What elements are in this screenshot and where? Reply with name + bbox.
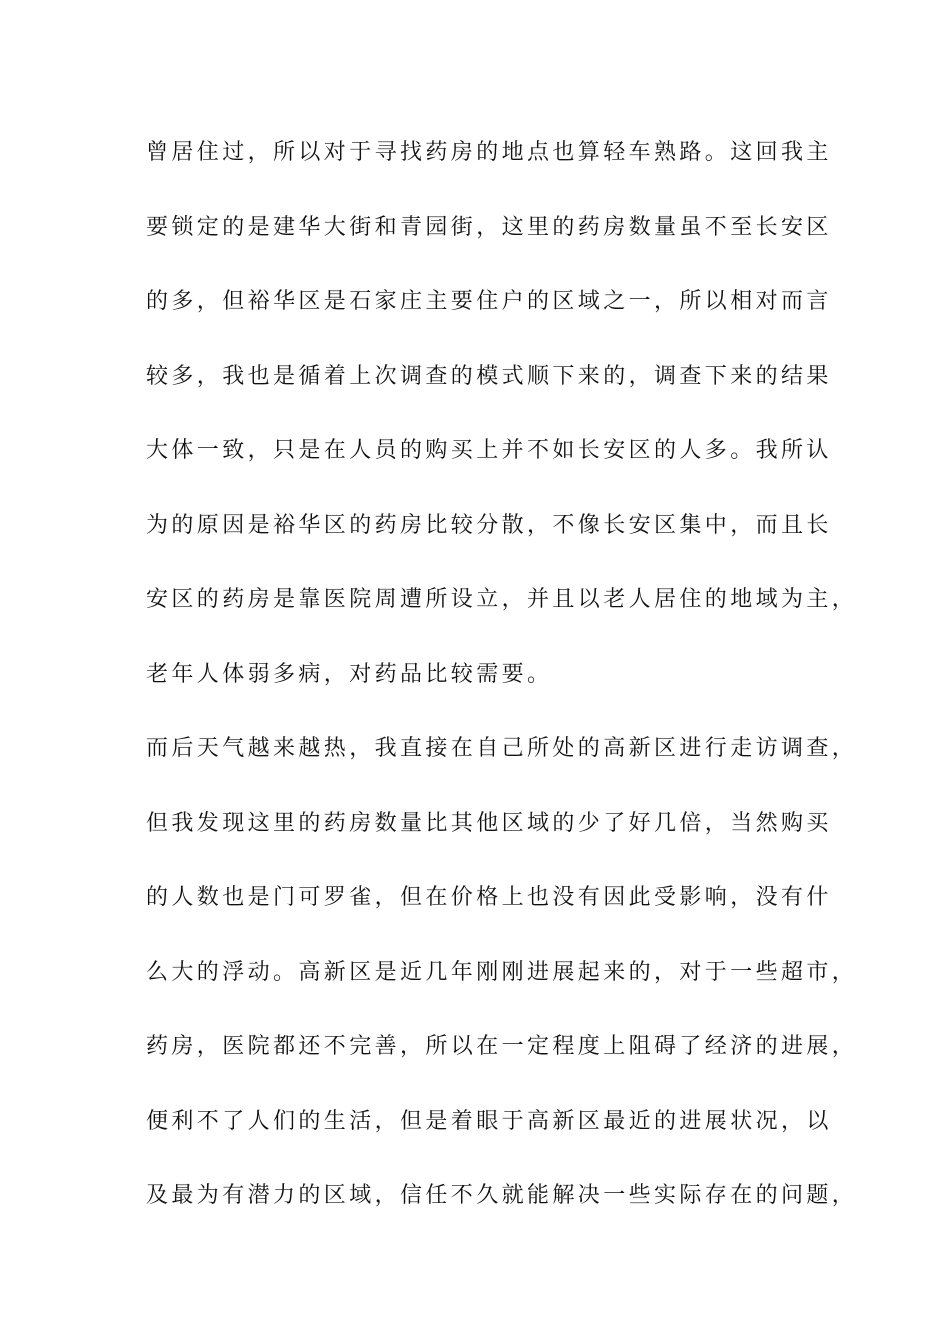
- text-line: 为的原因是裕华区的药房比较分散，不像长安区集中，而且长: [146, 512, 832, 538]
- text-line: 较多，我也是循着上次调查的模式顺下来的，调查下来的结果: [146, 363, 832, 389]
- text-line: 老年人体弱多病，对药品比较需要。: [146, 661, 553, 687]
- text-line: 安区的药房是靠医院周遭所设立，并且以老人居住的地域为主，: [146, 587, 858, 612]
- text-line: 曾居住过，所以对于寻找药房的地点也算轻车熟路。这回我主: [146, 140, 832, 165]
- text-line: 药房，医院都还不完善，所以在一定程度上阻碍了经济的进展，: [146, 1034, 858, 1059]
- text-line: 大体一致，只是在人员的购买上并不如长安区的人多。我所认: [146, 438, 832, 463]
- text-line: 的多，但裕华区是石家庄主要住户的区域之一，所以相对而言: [146, 289, 832, 314]
- text-line: 的人数也是门可罗雀，但在价格上也没有因此受影响，没有什: [146, 885, 832, 910]
- text-line: 而后天气越来越热，我直接在自己所处的高新区进行走访调查，: [146, 736, 858, 761]
- body-text: [146, 130, 858, 1248]
- text-line: 及最为有潜力的区域，信任不久就能解决一些实际存在的问题，: [146, 1183, 858, 1208]
- text-line: 么大的浮动。高新区是近几年刚刚进展起来的，对于一些超市，: [146, 959, 858, 985]
- text-line: 便利不了人们的生活，但是着眼于高新区最近的进展状况，以: [146, 1108, 832, 1134]
- text-line: 要锁定的是建华大街和青园街，这里的药房数量虽不至长安区: [146, 214, 832, 240]
- text-line: 但我发现这里的药房数量比其他区域的少了好几倍，当然购买: [146, 810, 832, 836]
